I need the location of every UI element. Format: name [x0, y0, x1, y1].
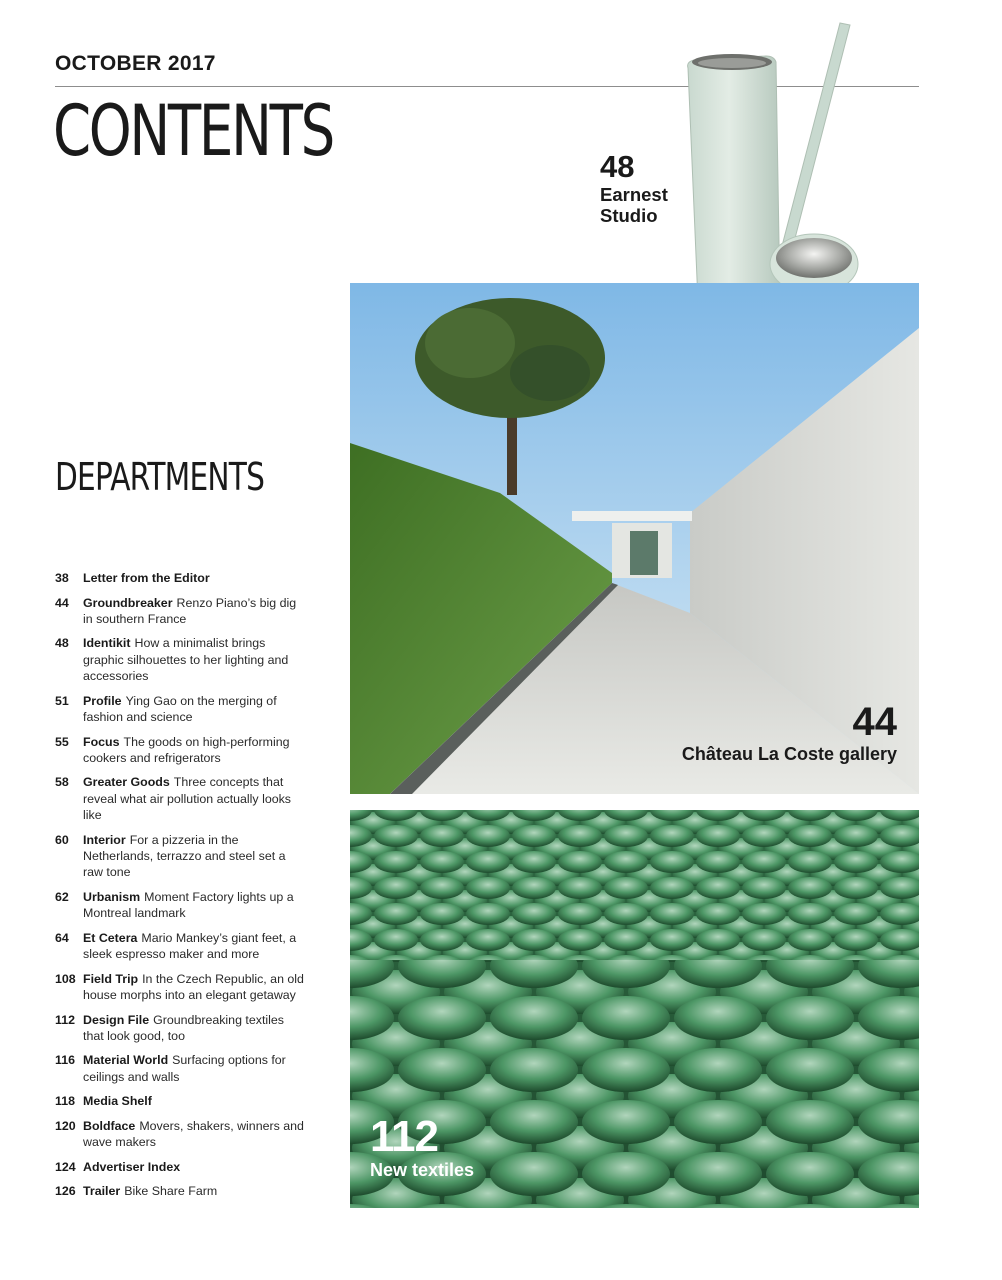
toc-section-name: Trailer [83, 1184, 121, 1199]
toc-description: For a pizzeria in the Netherlands, terrazzo and steel set a raw tone [83, 832, 286, 880]
toc-page-number: 60 [55, 832, 69, 847]
earnest-studio-vessel-image [684, 20, 864, 310]
toc-description: Mario Mankey’s giant feet, a sleek espresso maker and more [83, 930, 297, 962]
toc-page-number: 48 [55, 636, 69, 651]
toc-page-number: 58 [55, 775, 69, 790]
toc-entry[interactable] [55, 635, 305, 684]
toc-section-name: Field Trip [83, 971, 139, 986]
feature-label: Earnest Studio [600, 184, 668, 226]
toc-entry[interactable] [55, 1159, 305, 1175]
toc-description: Ying Gao on the merging of fashion and science [83, 693, 277, 724]
toc-section-name: Media Shelf [83, 1094, 152, 1109]
toc-description: In the Czech Republic, an old house morphs into an elegant getaway [83, 971, 304, 1002]
feature-earnest-studio [600, 150, 710, 226]
textile-photo [350, 810, 919, 1208]
toc-description: How a minimalist brings graphic silhouettes to her lighting and accessories [83, 636, 289, 684]
toc-section-name: Identikit [83, 636, 131, 651]
toc-entry[interactable] [55, 930, 305, 963]
feature-gallery-caption [682, 701, 897, 765]
toc-entry[interactable] [55, 971, 305, 1004]
issue-date: OCTOBER 2017 [55, 52, 216, 75]
toc-entry[interactable] [55, 693, 305, 726]
feature-label: New textiles [370, 1160, 475, 1180]
toc-page-number: 44 [55, 595, 69, 610]
toc-section-name: Interior [83, 832, 126, 847]
toc-entry[interactable] [55, 570, 305, 586]
toc-page-number: 38 [55, 571, 69, 585]
toc-page-number: 62 [55, 889, 69, 904]
feature-page-number: 112 [370, 1112, 438, 1161]
toc-entry[interactable] [55, 832, 305, 881]
toc-page-number: 116 [55, 1053, 75, 1068]
toc-section-name: Design File [83, 1012, 150, 1027]
departments-heading: DEPARTMENTS [55, 455, 265, 499]
toc-entry[interactable] [55, 1118, 305, 1151]
toc-page-number: 124 [55, 1159, 76, 1174]
toc-entry[interactable] [55, 734, 305, 767]
toc-section-name: Profile [83, 693, 122, 708]
toc-description: Bike Share Farm [124, 1184, 218, 1199]
toc-description: Groundbreaking textiles that look good, too [83, 1012, 284, 1043]
toc-description: Surfacing options for ceilings and walls [83, 1053, 286, 1084]
feature-label: Château La Coste gallery [681, 744, 897, 764]
toc-page-number: 126 [55, 1184, 76, 1199]
feature-page-number: 48 [600, 149, 635, 184]
feature-textiles-caption [370, 1112, 475, 1181]
toc-description: Movers, shakers, winners and wave makers [83, 1118, 304, 1150]
toc-page-number: 64 [55, 930, 69, 945]
toc-entry[interactable] [55, 1012, 305, 1045]
feature-page-number: 44 [852, 700, 897, 744]
toc-section-name: Greater Goods [83, 775, 170, 790]
toc-section-name: Urbanism [83, 889, 141, 904]
toc-entry[interactable] [55, 1183, 305, 1199]
toc-page-number: 55 [55, 734, 69, 749]
toc-description: Three concepts that reveal what air pollution actually looks like [83, 775, 291, 823]
toc-description: The goods on high-performing cookers and refrigerators [83, 734, 290, 765]
toc-page-number: 51 [55, 693, 69, 708]
toc-page-number: 112 [55, 1012, 75, 1027]
toc-section-name: Boldface [83, 1118, 136, 1133]
toc-section-name: Letter from the Editor [83, 571, 210, 585]
toc-entry[interactable] [55, 1052, 305, 1085]
toc-section-name: Et Cetera [83, 930, 138, 945]
toc-entry[interactable] [55, 595, 305, 628]
toc-section-name: Material World [83, 1053, 169, 1068]
toc-description: Renzo Piano’s big dig in southern France [83, 595, 297, 626]
toc-page-number: 108 [55, 971, 76, 986]
toc-entry[interactable] [55, 774, 305, 823]
toc-section-name: Groundbreaker [83, 595, 173, 610]
toc-entry[interactable] [55, 889, 305, 922]
toc-entry[interactable] [55, 1093, 305, 1109]
departments-list [55, 570, 305, 1208]
page-title: CONTENTS [53, 90, 333, 172]
gallery-photo [350, 283, 919, 794]
toc-page-number: 120 [55, 1118, 76, 1133]
toc-description: Moment Factory lights up a Montreal landmark [83, 889, 294, 921]
toc-section-name: Advertiser Index [83, 1159, 181, 1174]
toc-section-name: Focus [83, 734, 120, 749]
toc-page-number: 118 [55, 1094, 75, 1109]
